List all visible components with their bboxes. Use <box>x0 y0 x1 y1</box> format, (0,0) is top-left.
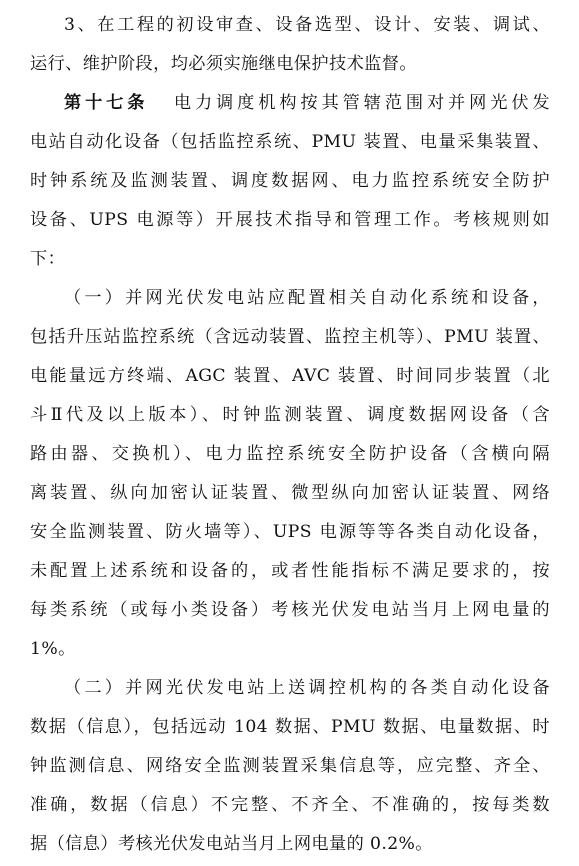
item-2-line-4: 准确，数据（信息）不完整、不齐全、不准确的，按每类数 <box>30 795 550 815</box>
article-17-line-2: 电站自动化设备（包括监控系统、PMU 装置、电量采集装置、 <box>30 132 550 152</box>
item-1-line-2: 包括升压站监控系统（含远动装置、监控主机等）、PMU 装置、 <box>30 327 550 347</box>
item-1-line-7: 安全监测装置、防火墙等）、UPS 电源等等各类自动化设备， <box>30 522 550 542</box>
article-17-line-4: 设备、UPS 电源等）开展技术指导和管理工作。考核规则如 <box>30 210 550 230</box>
item-1-line-1: （一）并网光伏发电站应配置相关自动化系统和设备， <box>64 288 550 308</box>
article-17-line-3: 时钟系统及监测装置、调度数据网、电力监控系统安全防护 <box>30 171 550 191</box>
article-17-first-line <box>64 90 550 116</box>
article-17-line-5: 下： <box>30 249 66 269</box>
item-1-line-8: 未配置上述系统和设备的，或者性能指标不满足要求的，按 <box>30 561 550 581</box>
item-2-line-3: 钟监测信息、网络安全监测装置采集信息等，应完整、齐全、 <box>30 756 550 776</box>
article-heading: 第十七条 <box>64 93 149 113</box>
item-1-line-10: 1%。 <box>30 639 76 659</box>
item-1-line-5: 路由器、交换机）、电力监控系统安全防护设备（含横向隔 <box>30 444 550 464</box>
item-2-line-1: （二）并网光伏发电站上送调控机构的各类自动化设备 <box>64 678 550 698</box>
article-17-line-1: 电力调度机构按其管辖范围对并网光伏发 <box>170 93 551 113</box>
item-2-line-2: 数据（信息），包括远动 104 数据、PMU 数据、电量数据、时 <box>30 717 550 737</box>
paragraph-3-line-2: 运行、维护阶段，均必须实施继电保护技术监督。 <box>30 54 417 74</box>
item-1-line-3: 电能量远方终端、AGC 装置、AVC 装置、时间同步装置（北 <box>30 366 550 386</box>
item-1-line-9: 每类系统（或每小类设备）考核光伏发电站当月上网电量的 <box>30 600 550 620</box>
item-1-line-6: 离装置、纵向加密认证装置、微型纵向加密认证装置、网络 <box>30 483 550 503</box>
item-1-line-4: 斗Ⅱ代及以上版本）、时钟监测装置、调度数据网设备（含 <box>30 405 550 425</box>
item-2-line-5: 据（信息）考核光伏发电站当月上网电量的 0.2%。 <box>30 834 433 854</box>
paragraph-3-line-1: 3、在工程的初设审查、设备选型、设计、安装、调试、 <box>64 15 550 35</box>
